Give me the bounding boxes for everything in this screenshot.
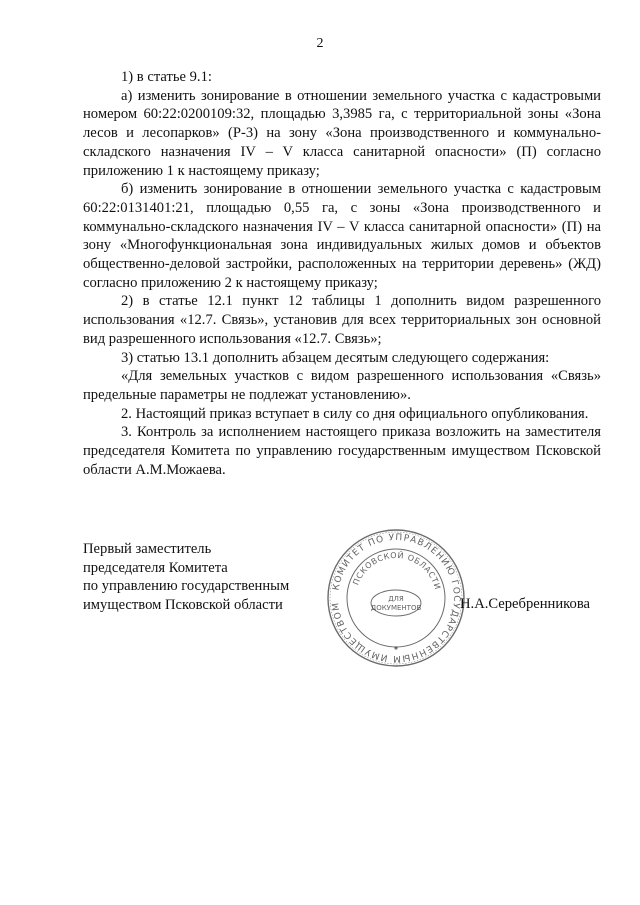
order-text	[83, 68, 601, 479]
signatory-position-line: по управлению государственным	[83, 578, 290, 595]
official-seal	[326, 528, 466, 668]
paragraph: б) изменить зонирование в отношении земельного участка с кадастровым 60:22:0131401:21, площадью 0,55 га, с зоны «Зона производственного и коммунально-складского назначения IV – V класса санитарной опасности» (П) на зону «Многофункциональная зона индивидуальных жилых домов и объектов общественно-деловой застройки, расположенных на территории деревень» (ЖД) согласно приложению 2 к настоящему приказу;	[83, 181, 601, 291]
seal-outer-text-path: КОМИТЕТ ПО УПРАВЛЕНИЮ ГОСУДАРСТВЕННЫМ ИМУЩЕСТВОМ	[331, 532, 462, 664]
seal-dot-icon	[394, 646, 397, 649]
seal-center-text: ДЛЯ	[388, 595, 404, 603]
signatory-name: Н.А.Серебренникова	[460, 596, 590, 612]
signatory-position-line: имуществом Псковской области	[83, 597, 283, 614]
signatory-position	[83, 540, 289, 615]
paragraph: 1) в статье 9.1:	[121, 69, 212, 85]
paragraph: 3) статью 13.1 дополнить абзацем десятым следующего содержания:	[121, 349, 550, 366]
paragraph: 3. Контроль за исполнением настоящего приказа возложить на заместителя председателя Комитета по управлению государственным имуществом Псковской области А.М.Можаева.	[83, 424, 601, 478]
signatory-position-line: Первый заместитель	[83, 541, 212, 557]
signatory-position-line: председателя Комитета	[83, 559, 228, 576]
paragraph: «Для земельных участков с видом разрешенного использования «Связь» предельные параметры не подлежат установлению».	[83, 368, 601, 403]
seal-center-text: ДОКУМЕНТОВ	[370, 604, 422, 612]
seal-inner-text	[351, 549, 442, 591]
page-number: 2	[316, 36, 324, 51]
seal-inner-text-path: ПСКОВСКОЙ ОБЛАСТИ	[351, 550, 443, 591]
paragraph: 2. Настоящий приказ вступает в силу со дня официального опубликования.	[121, 405, 589, 422]
paragraph: 2) в статье 12.1 пункт 12 таблицы 1 дополнить видом разрешенного использования «12.7. Связь», установив для всех территориальных зон основной вид разрешенного использования «12.7. Связь»;	[83, 293, 601, 347]
paragraph: а) изменить зонирование в отношении земельного участка с кадастровыми номером 60:22:0200109:32, площадью 3,3985 га, с территориальной зоны «Зона лесов и лесопарков» (Р-3) на зону «Зона производственного и коммунально-складского назначения IV – V класса санитарной опасности» (П) согласно приложению 1 к настоящему приказу;	[83, 87, 601, 179]
